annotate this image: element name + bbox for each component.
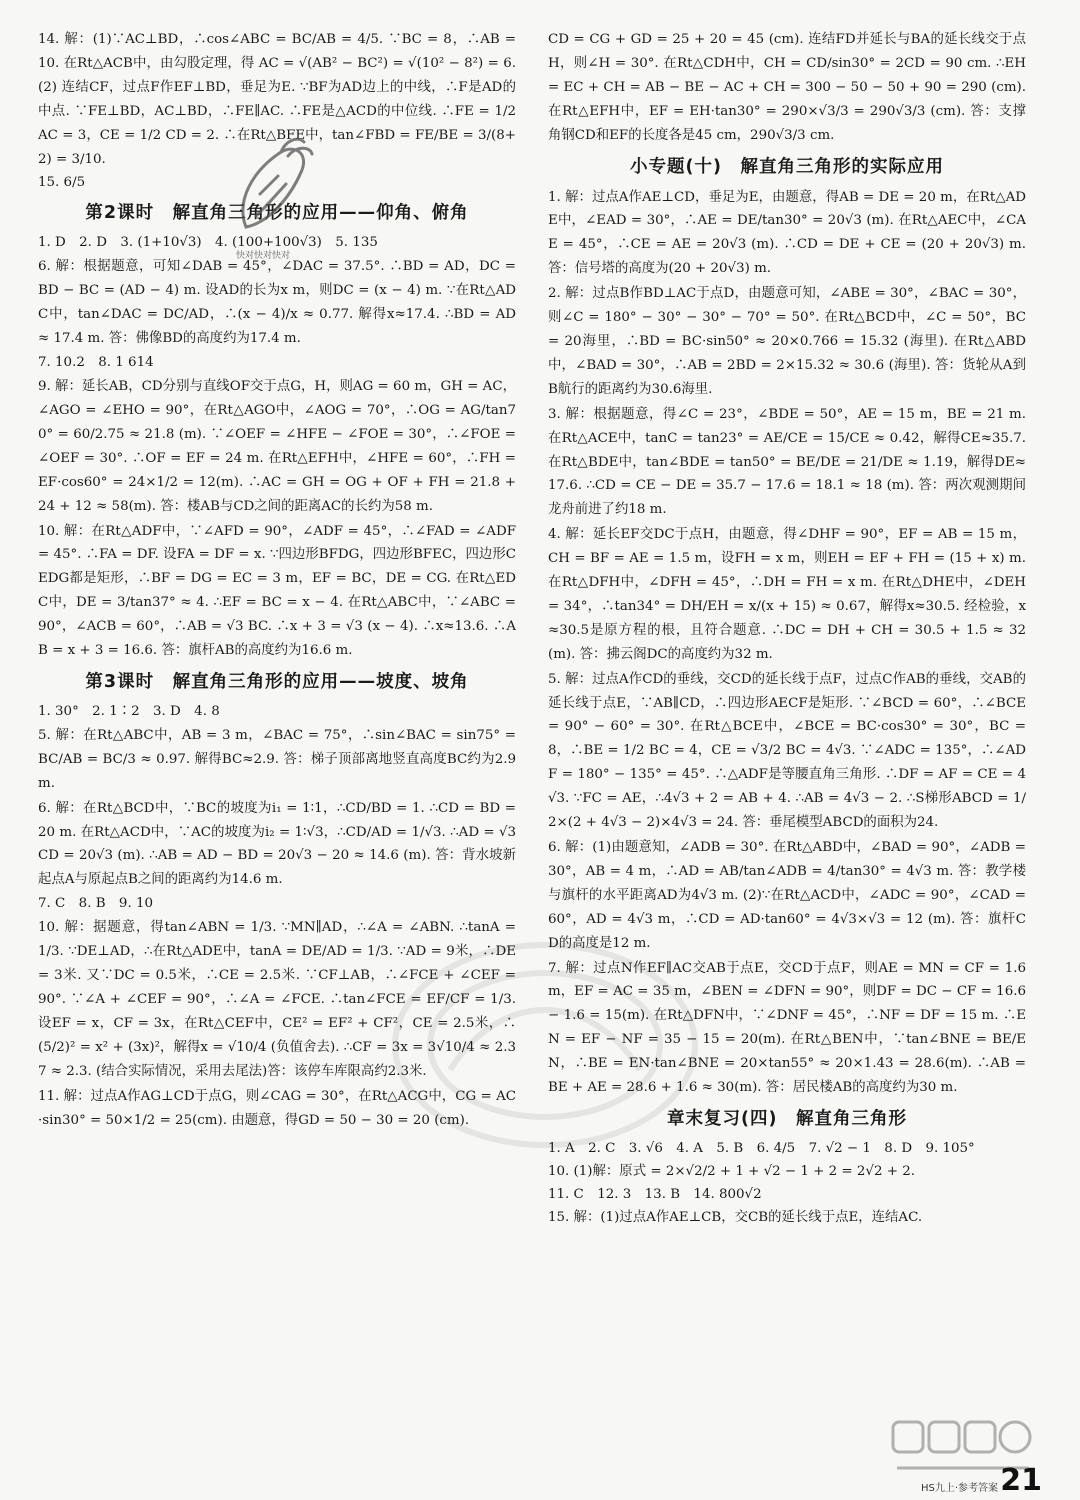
answer-block: 2. 解：过点B作BD⊥AC于点D，由题意可知，∠ABE = 30°，∠BAC = 30°，则∠C = 180° − 30° − 30° − 70° = 50°. 在Rt△BCD中，∠C = 50°，BC = 20海里，∴BD = BC·sin50° ≈ 20×0.766 = 15.32 (海里). 在Rt△ABD中，∠BAD = 30°，∴AB = 2BD = 2×15.32 ≈ 30.6 (海里). 答：货轮从A到B航行的距离约为30.6海里. <box>548 286 1026 397</box>
answer-block: 7. 解：过点N作EF∥AC交AB于点E，交CD于点F，则AE = MN = CF = 1.6 m，EF = AC = 35 m，∠BEN = ∠DFN = 90°，则DF = DC − CF = 16.6 − 1.6 = 15(m). 在Rt△DFN中，∵∠DNF = 45°，∴NF = DF = 15 m. ∴EN = EF − NF = 35 − 15 = 20(m). 在Rt△BEN中，∵tan∠BNE = BE/EN，∴BE = EN·tan∠BNE = 20×tan55° ≈ 20×1.43 = 28.6(m). ∴AB = BE + AE = 28.6 + 1.6 ≈ 30(m). 答：居民楼AB的高度约为30 m. <box>548 960 1026 1096</box>
answer-block: 9. 解：延长AB，CD分别与直线OF交于点G，H，则AG = 60 m，GH = AC，∠AGO = ∠EHO = 90°，在Rt△AGO中，∠AOG = 70°，∴OG = AG/tan70° = 60/2.75 ≈ 21.8 (m). ∵∠OEF = ∠HFE − ∠FOE = 30°，∴∠FOE = ∠OEF = 30°. ∴OF = EF = 24 m. 在Rt△EFH中，∠HFE = 60°，∴FH = EF·cos60° = 24×1/2 = 12(m). ∴AC = GH = OG + OF + FH = 21.8 + 24 + 12 ≈ 58(m). 答：楼AB与CD之间的距离AC的长约为58 m. <box>38 379 516 514</box>
right-column <box>548 28 1026 1490</box>
answer-line: 7. C 8. B 9. 10 <box>38 896 154 912</box>
answer-block: 10. 解：在Rt△ADF中，∵∠AFD = 90°，∠ADF = 45°，∴∠FAD = ∠ADF = 45°. ∴FA = DF. 设FA = DF = x. ∵四边形BFDG，四边形BFEC，四边形CEDG都是矩形，∴BF = DG = EC = 3 m，EF = BC，DE = CG. 在Rt△EDC中，DE = 3/tan37° ≈ 4. ∴EF = BC = x − 4. 在Rt△ABC中，∵∠ABC = 90°，∠ACB = 60°，∴AB = √3 BC. ∴x + 3 = √3 (x − 4). ∴x≈13.6. ∴AB = x + 3 = 16.6. 答：旗杆AB的高度约为16.6 m. <box>38 523 516 659</box>
answer-line: 7. 10.2 8. 1 614 <box>38 355 154 371</box>
answer-line: 15. 6/5 <box>38 175 86 191</box>
answer-block: 14. 解：(1)∵AC⊥BD，∴cos∠ABC = BC/AB = 4/5. ∵BC = 8，∴AB = 10. 在Rt△ACB中，由勾股定理，得 AC = √(AB² − BC²) = √(10² − 8²) = 6. (2) 连结CF，过点F作EF⊥BD，垂足为E. ∵BF为AD边上的中线，∴F是AD的中点. ∵FE⊥BD，AC⊥BD，∴FE∥AC. ∴FE是△ACD的中位线. ∴FE = 1/2 AC = 3，CE = 1/2 CD = 2. ∴在Rt△BFE中，tan∠FBD = FE/BE = 3/(8+2) = 3/10. <box>38 32 516 167</box>
answer-block: 10. 解：据题意，得tan∠ABN = 1/3. ∵MN∥AD，∴∠A = ∠ABN. ∴tanA = 1/3. ∵DE⊥AD，∴在Rt△ADE中，tanA = DE/AD = 1/3. ∵AD = 9米，∴DE = 3米. 又∵DC = 0.5米，∴CE = 2.5米. ∵CF⊥AB，∴∠FCE + ∠CEF = 90°. ∵∠A + ∠CEF = 90°，∴∠A = ∠FCE. ∴tan∠FCE = EF/CF = 1/3. 设EF = x，CF = 3x，在Rt△CEF中，CE² = EF² + CF²，CE = 2.5米，∴(5/2)² = x² + (3x)²，解得x = √10/4 (负值舍去). ∴CF = 3x = 3√10/4 ≈ 2.37 ≈ 2.3. (结合实际情况，采用去尾法)答：该停车库限高约2.3米. <box>38 920 516 1079</box>
stamp-watermark-icon <box>380 930 710 1160</box>
answer-line: 15. 解：(1)过点A作AE⊥CB，交CB的延长线于点E，连结AC. <box>548 1209 923 1225</box>
watermark-caption: 快对快对快对 <box>236 251 291 261</box>
section-heading: 第2课时 解直角三角形的应用——仰角、俯角 <box>85 203 469 224</box>
answer-block: 1. 解：过点A作AE⊥CD，垂足为E，由题意，得AB = DE = 20 m，在Rt△ADE中，∠EAD = 30°，∴AE = DE/tan30° = 20√3 (m). 在Rt△AEC中，∠CAE = 45°，∴CE = AE = 20√3 (m). ∴CD = DE + CE = (20 + 20√3) m. 答：信号塔的高度为(20 + 20√3) m. <box>548 189 1026 277</box>
answer-block: 6. 解：(1)由题意知，∠ADB = 30°. 在Rt△ABD中，∠BAD = 90°，∠ADB = 30°，AB = 4 m，∴AD = AB/tan∠ADB = 4/tan30° = 4√3 m. 答：教学楼与旗杆的水平距离AD为4√3 m. (2)∵在Rt△ACD中，∠ADC = 90°，∠CAD = 60°，AD = 4√3 m，∴CD = AD·tan60° = 4√3×√3 = 12 (m). 答：旗杆CD的高度是12 m. <box>548 840 1026 951</box>
answer-block: 11. 解：过点A作AG⊥CD于点G，则∠CAG = 30°，在Rt△ACG中，CG = AC·sin30° = 50×1/2 = 25(cm). 由题意，得GD = 50 − 30 = 20 (cm). <box>38 1088 516 1128</box>
answer-block: 4. 解：延长EF交DC于点H，由题意，得∠DHF = 90°，EF = AB = 15 m，CH = BF = AE = 1.5 m，设FH = x m，则EH = EF + FH = (15 + x) m. 在Rt△DFH中，∠DFH = 45°，∴DH = FH = x m. 在Rt△DHE中，∠DEH = 34°，∴tan34° = DH/EH = x/(x + 15) ≈ 0.67，解得x≈30.5. 经检验，x≈30.5是原方程的根，且符合题意. ∴DC = DH + CH = 30.5 + 1.5 ≈ 32 (m). 答：拂云阁DC的高度约为32 m. <box>548 527 1026 662</box>
answer-block: 5. 解：在Rt△ABC中，AB = 3 m，∠BAC = 75°，∴sin∠BAC = sin75° = BC/AB = BC/3 ≈ 0.97. 解得BC≈2.9. 答：梯子顶部离地竖直高度BC约为2.9 m. <box>38 727 516 791</box>
section-heading: 小专题(十) 解直角三角形的实际应用 <box>630 156 944 177</box>
footer-label: HS九上·参考答案 <box>920 1483 998 1494</box>
section-heading: 第3课时 解直角三角形的应用——坡度、坡角 <box>85 671 469 692</box>
answer-block: CD = CG + GD = 25 + 20 = 45 (cm). 连结FD并延长与BA的延长线交于点H，则∠H = 30°. 在Rt△CDH中，CH = CD/sin30° = 2CD = 90 cm. ∴EH = EC + CH = AB − BE − AC + CH = 300 − 50 − 50 + 90 = 290 (cm). 在Rt△EFH中，EF = EH·tan30° = 290×√3/3 = 290√3/3 (cm). 答：支撑角钢CD和EF的长度各是45 cm，290√3/3 cm. <box>548 32 1026 143</box>
answer-block: 6. 解：在Rt△BCD中，∵BC的坡度为i₁ = 1∶1，∴CD/BD = 1. ∴CD = BD = 20 m. 在Rt△ACD中，∵AC的坡度为i₂ = 1∶√3，∴CD/AD = 1/√3. ∴AD = √3 CD = 20√3 (m). ∴AB = AD − BD = 20√3 − 20 ≈ 14.6 (m). 答：背水坡新起点A与原起点B之间的距离约为14.6 m. <box>38 800 516 888</box>
answer-block: 5. 解：过点A作CD的垂线，交CD的延长线于点F，过点C作AB的垂线，交AB的延长线于点E，∵AB∥CD，∴四边形AECF是矩形. ∵∠BCD = 60°，∴∠BCE = 90° − 60° = 30°. 在Rt△BCE中，∠BCE = BC·cos30° = 30°，BC = 8，∴BE = 1/2 BC = 4，CE = √3/2 BC = 4√3. ∵∠ADC = 135°，∴∠ADF = 180° − 135° = 45°. ∴△ADF是等腰直角三角形. ∴DF = AF = CE = 4√3. ∵FC = AE，∴4√3 + 2 = AB + 4. ∴AB = 4√3 − 2. ∴S梯形ABCD = 1/2×(2 + 4√3 − 2)×4√3 = 24. 答：垂尾模型ABCD的面积为24. <box>548 671 1026 831</box>
section-heading: 章末复习(四) 解直角三角形 <box>667 1108 907 1129</box>
answer-block: 3. 解：根据题意，得∠C = 23°，∠BDE = 50°，AE = 15 m，BE = 21 m. 在Rt△ACE中，tanC = tan23° = AE/CE = 15/CE ≈ 0.42，解得CE≈35.7. 在Rt△BDE中，tan∠BDE = tan50° = BE/DE = 21/DE ≈ 1.19，解得DE≈17.6. ∴CD = CE − DE = 35.7 − 17.6 = 18.1 ≈ 18 (m). 答：两次观测期间龙舟前进了约18 m. <box>548 406 1026 518</box>
answer-line: 1. A 2. C 3. √6 4. A 5. B 6. 4/5 7. √2 − 1 8. D 9. 105° <box>548 1140 975 1156</box>
answer-line: 11. C 12. 3 13. B 14. 800√2 <box>548 1186 762 1202</box>
carrot-watermark-icon <box>226 132 316 252</box>
answer-line: 1. 30° 2. 1∶2 3. D 4. 8 <box>38 703 220 719</box>
answer-line: 1. D 2. D 3. (1+10√3) 4. (100+100√3) 5. 135 <box>38 235 378 251</box>
answer-line: 10. (1)解：原式 = 2×√2/2 + 1 + √2 − 1 + 2 = 2√2 + 2. <box>548 1163 915 1179</box>
page-number: 21 <box>1000 1463 1042 1498</box>
answer-block: 6. 解：根据题意，可知∠DAB = 45°，∠DAC = 37.5°. ∴BD = AD，DC = BD − BC = (AD − 4) m. 设AD的长为x m，则DC = (x − 4) m. ∵在Rt△ADC中，tan∠DAC = DC/AD，∴(x − 4)/x ≈ 0.77. 解得x≈17.4. ∴BD = AD ≈ 17.4 m. 答：佛像BD的高度约为17.4 m. <box>38 259 516 347</box>
